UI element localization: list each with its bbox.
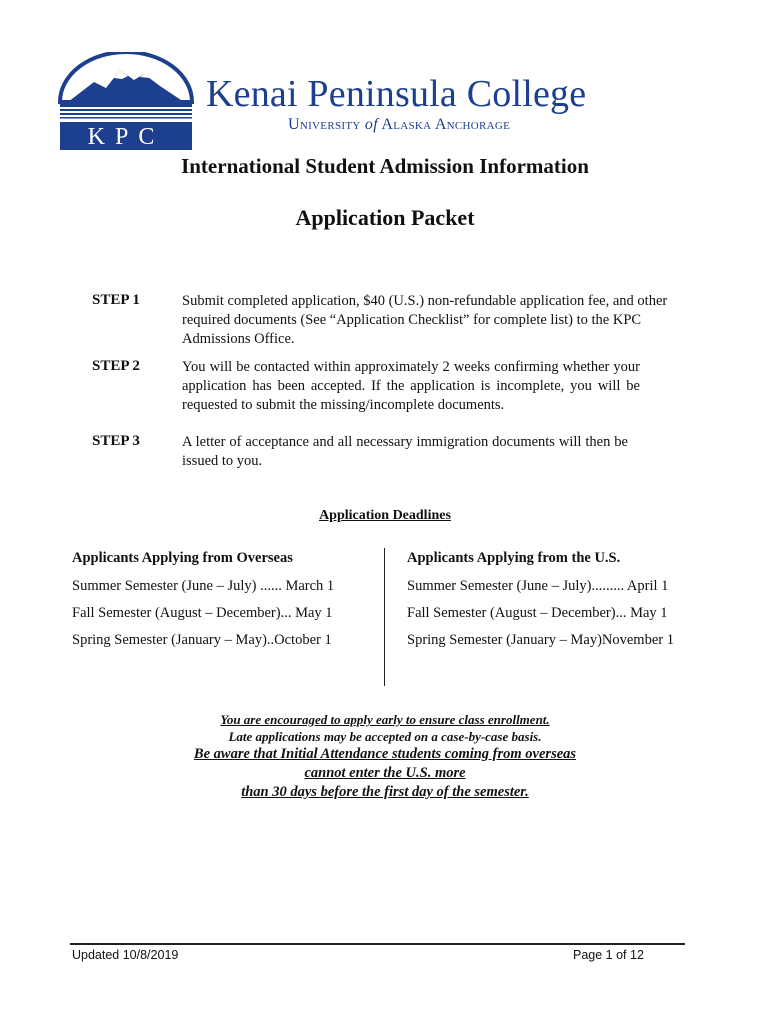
us-heading: Applicants Applying from the U.S. [407,550,621,566]
footer-divider [70,943,685,945]
footer-page-number: Page 1 of 12 [573,948,644,962]
university-prefix: University [288,116,365,133]
note-initial-attendance: Be aware that Initial Attendance students coming from overseas [193,746,577,762]
step-1-label: STEP 1 [92,292,140,308]
deadlines-title: Application Deadlines [319,508,451,523]
us-row: Fall Semester (August – December)... May 1 [407,605,668,621]
column-divider [384,548,385,686]
note-apply-early: You are encouraged to apply early to ensure class enrollment. [220,712,550,727]
overseas-row: Spring Semester (January – May)..October 1 [72,632,332,648]
step-3-label: STEP 3 [92,433,140,449]
note-cannot-enter: cannot enter the U.S. more [304,765,466,781]
page-title: International Student Admission Information [181,154,589,178]
step-1-text: Submit completed application, $40 (U.S.) non-refundable application fee, and other required documents (See “Application Checklist” for complete list) to the KPC Admissions Office. [182,293,668,347]
university-suffix: Alaska Anchorage [381,116,511,133]
college-name: Kenai Peninsula College [206,73,587,115]
us-row: Spring Semester (January – May)November 1 [407,632,674,648]
footer-updated: Updated 10/8/2019 [72,948,179,962]
overseas-heading: Applicants Applying from Overseas [72,550,293,566]
step-3-text: A letter of acceptance and all necessary immigration documents will then be issued to you. [182,434,628,469]
kpc-logo [56,52,196,152]
note-30-days: than 30 days before the first day of the semester. [241,784,529,800]
overseas-row: Fall Semester (August – December)... May 1 [72,605,333,621]
overseas-row: Summer Semester (June – July) ...... March 1 [72,578,335,594]
mountain-logo-icon [56,52,196,152]
page-subtitle: Application Packet [295,205,475,230]
step-2-text: You will be contacted within approximately 2 weeks confirming whether your application has been accepted. If the application is incomplete, you will be requested to submit the missing/incomplete documents. [182,359,640,413]
university-of: of [364,116,378,133]
step-2-label: STEP 2 [92,358,140,374]
us-row: Summer Semester (June – July)......... April 1 [407,578,669,594]
university-name [288,116,510,134]
kpc-logo-text: KPC [87,124,165,150]
note-late-applications: Late applications may be accepted on a case-by-case basis. [228,729,542,744]
